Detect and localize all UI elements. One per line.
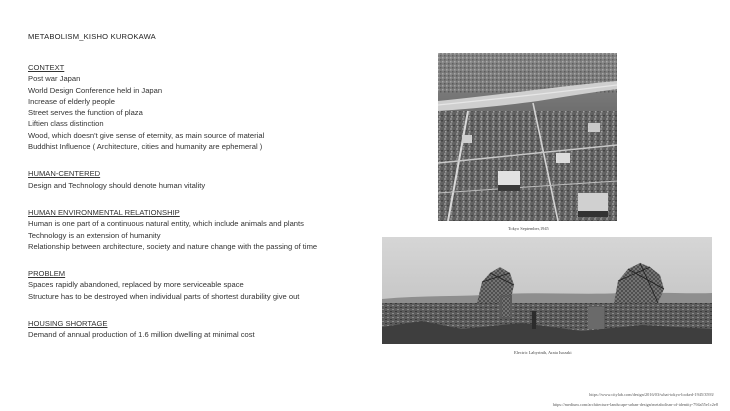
- text-column: [28, 62, 373, 352]
- electric-labyrinth-photo: [382, 237, 712, 344]
- tokyo-aerial-photo: [438, 53, 617, 221]
- list-item: Buddhist Influence ( Architecture, cities and humanity are ephemeral ): [28, 142, 263, 152]
- page-title: METABOLISM_KISHO KUROKAWA: [28, 32, 156, 41]
- section-human-centered: [28, 168, 373, 191]
- list-item: Liftien class distinction: [28, 119, 104, 129]
- list-item: Increase of elderly people: [28, 96, 115, 106]
- reference-link[interactable]: https://www.citylab.com/design/2016/03/what-tokyo-looked-1945/3593/: [589, 392, 714, 397]
- section-human-environment: [28, 207, 373, 252]
- list-item: Relationship between architecture, society and nature change with the passing of time: [28, 241, 318, 251]
- list-item: Spaces rapidly abandoned, replaced by more serviceable space: [28, 280, 244, 290]
- section-heading: HUMAN ENVIRONMENTAL RELATIONSHIP: [28, 207, 180, 217]
- section-heading: HUMAN-CENTERED: [28, 169, 101, 179]
- list-item: Street serves the function of plaza: [28, 108, 143, 118]
- list-item: Design and Technology should denote human vitality: [28, 180, 206, 190]
- section-heading: HOUSING SHORTAGE: [28, 319, 108, 329]
- list-item: Wood, which doesn't give sense of eternity, as main source of material: [28, 130, 265, 140]
- section-heading: PROBLEM: [28, 269, 66, 279]
- section-heading: CONTEXT: [28, 63, 65, 72]
- section-problem: [28, 268, 373, 302]
- reference-link[interactable]: https://medium.com/architecture-landscape-urban-design/metabolism-of-identity-794a55e1c2e8: [552, 402, 718, 407]
- list-item: Human is one part of a continuous natural entity, which include animals and plants: [28, 219, 304, 229]
- section-housing-shortage: [28, 318, 373, 341]
- list-item: Post war Japan: [28, 74, 81, 84]
- list-item: Demand of annual production of 1.6 million dwelling at minimal cost: [28, 330, 255, 340]
- list-item: Technology is an extension of humanity: [28, 230, 161, 240]
- tokyo-photo-caption: Tokyo September,1945: [508, 226, 549, 231]
- list-item: World Design Conference held in Japan: [28, 85, 163, 95]
- section-context: [28, 62, 373, 152]
- labyrinth-photo-caption: Electric Labyrinth, Arata Isozaki: [514, 350, 572, 355]
- list-item: Structure has to be destroyed when individual parts of shortest durability give out: [28, 291, 300, 301]
